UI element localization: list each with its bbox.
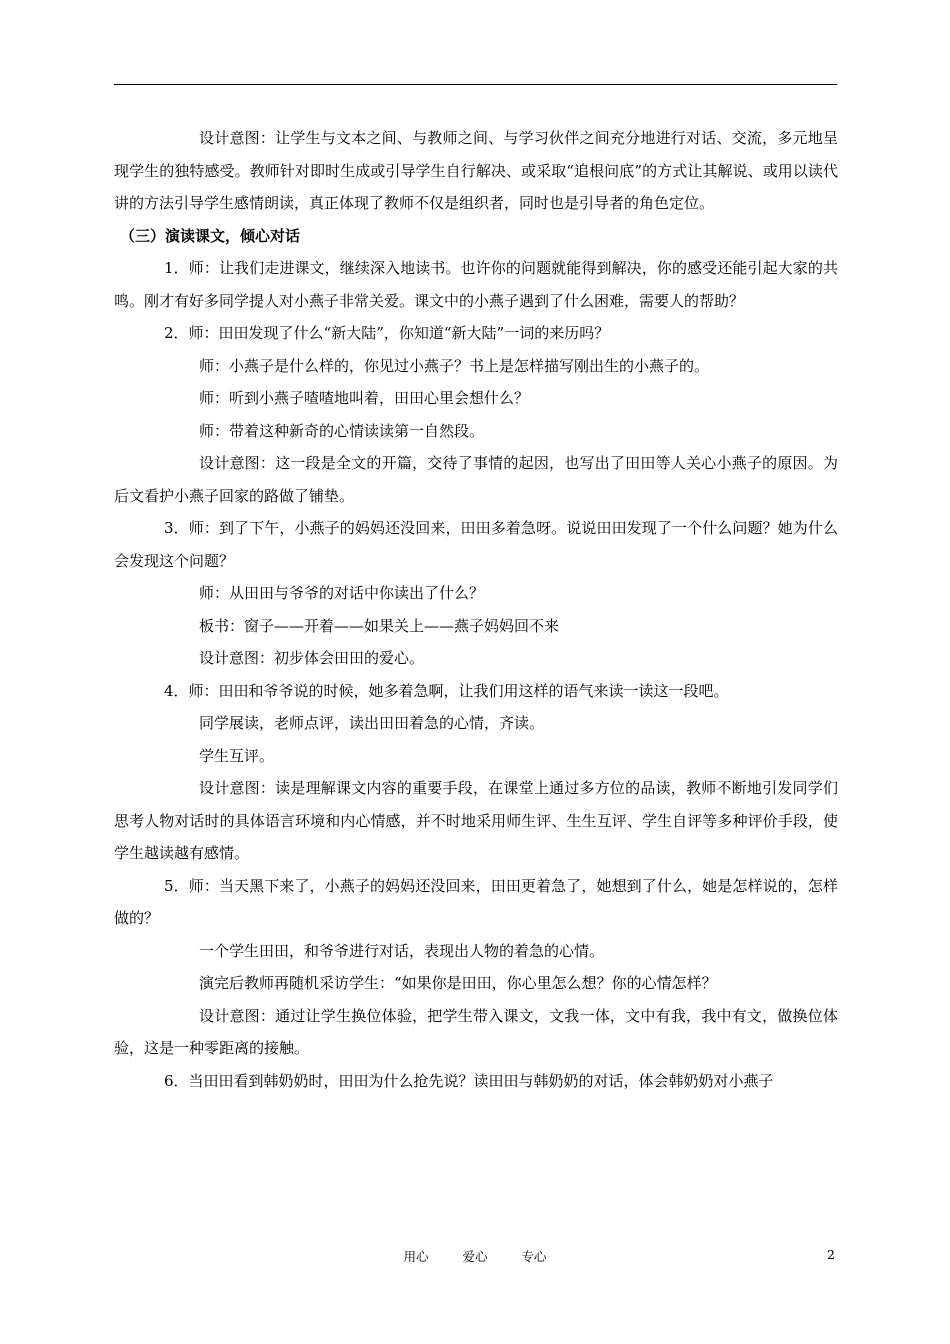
teacher-step-4: 4．师：田田和爷爷说的时候，她多着急啊，让我们用这样的语气来读一读这一段吧。 [164, 681, 729, 700]
footer-motto-2: 爱心 [462, 1249, 488, 1264]
footer-motto-1: 用心 [403, 1249, 429, 1264]
teacher-step-3: 3．师：到了下午，小燕子的妈妈还没回来，田田多着急呀。说说田田发现了一个什么问题？她为什么会发现这个问题？ [114, 519, 838, 570]
blackboard-note: 板书：窗子——开着——如果关上——燕子妈妈回不来 [199, 616, 560, 635]
teacher-question: 师：带着这种新奇的心情读读第一自然段。 [199, 421, 485, 440]
teacher-question: 师：从田田与爷爷的对话中你读出了什么？ [199, 584, 485, 602]
header-rule [114, 84, 837, 85]
teacher-step-1: 1．师：让我们走进课文，继续深入地读书。也许你的问题就能得到解决，你的感受还能引起大家的共鸣。刚才有好多同学提人对小燕子非常关爱。课文中的小燕子遇到了什么困难，需要人的帮助？ [114, 259, 838, 310]
teacher-step-6: 6．当田田看到韩奶奶时，田田为什么抢先说？读田田与韩奶奶的对话，体会韩奶奶对小燕子 [164, 1071, 774, 1090]
footer-motto-3: 专心 [521, 1249, 547, 1264]
teacher-question: 师：听到小燕子喳喳地叫着，田田心里会想什么？ [199, 389, 530, 407]
page-number: 2 [827, 1247, 835, 1262]
section-heading: （三）演读课文，倾心对话 [120, 226, 301, 245]
footer-motto [0, 1247, 950, 1265]
design-intent-paragraph: 设计意图：通过让学生换位体验，把学生带入课文，文我一体，文中有我，我中有文，做换位体验，这是一种零距离的接触。 [114, 1006, 838, 1057]
teacher-step-5: 5．师：当天黑下来了，小燕子的妈妈还没回来，田田更着急了，她想到了什么，她是怎样说的，怎样做的？ [114, 876, 838, 927]
teacher-step-2: 2．师：田田发现了什么“新大陆”，你知道“新大陆”一词的来历吗？ [164, 324, 610, 342]
activity-note: 同学展读，老师点评，读出田田着急的心情，齐读。 [199, 714, 545, 732]
activity-note: 学生互评。 [199, 746, 275, 765]
activity-note: 一个学生田田，和爷爷进行对话，表现出人物的着急的心情。 [199, 941, 605, 960]
activity-note: 演完后教师再随机采访学生：“如果你是田田，你心里怎么想？你的心情怎样？ [199, 974, 717, 992]
design-intent-paragraph: 设计意图：这一段是全文的开篇，交待了事情的起因，也写出了田田等人关心小燕子的原因。为后文看护小燕子回家的路做了铺垫。 [114, 454, 838, 505]
design-intent-paragraph: 设计意图：读是理解课文内容的重要手段，在课堂上通过多方位的品读，教师不断地引发同学们思考人物对话时的具体语言环境和内心情感，并不时地采用师生评、生生互评、学生自评等多种评价手段，使学生越读越有感情。 [114, 779, 838, 862]
design-intent-paragraph: 设计意图：让学生与文本之间、与教师之间、与学习伙伴之间充分地进行对话、交流，多元地呈现学生的独特感受。教师针对即时生成或引导学生自行解决、或采取“追根问底”的方式让其解说、或用以读代讲的方法引导学生感情朗读，真正体现了教师不仅是组织者，同时也是引导者的角色定位。 [114, 129, 838, 212]
design-intent-paragraph: 设计意图：初步体会田田的爱心。 [199, 649, 425, 667]
document-body [114, 122, 838, 1097]
teacher-question: 师：小燕子是什么样的，你见过小燕子？书上是怎样描写刚出生的小燕子的。 [199, 356, 710, 375]
